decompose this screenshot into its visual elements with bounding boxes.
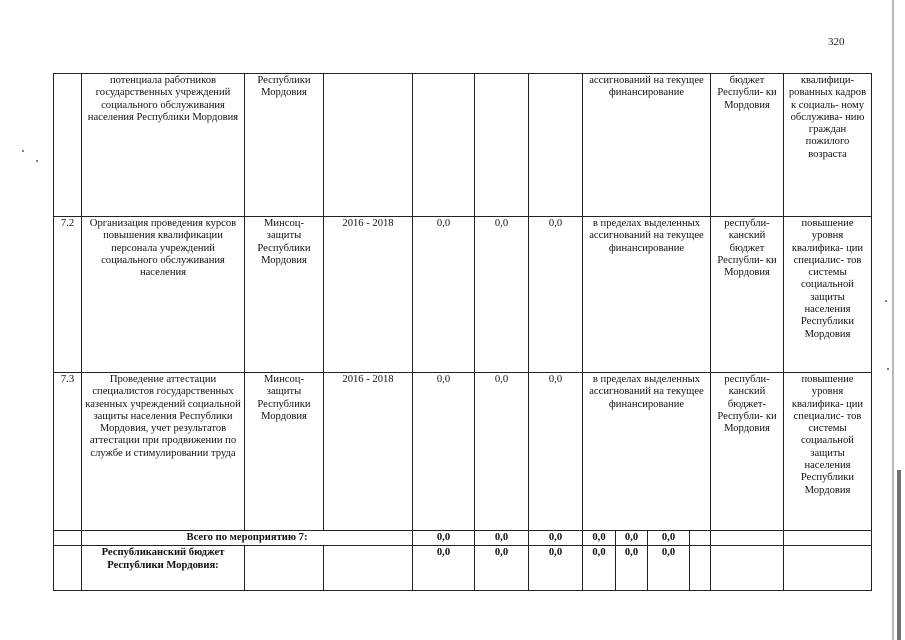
- period: 2016 - 2018: [324, 217, 413, 373]
- empty-cell: [690, 546, 711, 591]
- value-year-3: [529, 74, 583, 217]
- scan-speck: [885, 300, 887, 302]
- value-year-1: 0,0: [413, 373, 475, 531]
- value-year-2: 0,0: [475, 217, 529, 373]
- empty-cell: [324, 546, 413, 591]
- expected-result: повышение уровня квалифика- ции специалис- тов системы социальной защиты населения Республики Мордовия: [784, 373, 872, 531]
- total-row: [54, 531, 872, 546]
- value-year-2: [475, 74, 529, 217]
- total-value: 0,0: [529, 546, 583, 591]
- page-number: 320: [828, 36, 845, 48]
- total-value: 0,0: [583, 531, 616, 546]
- total-value: 0,0: [616, 546, 648, 591]
- row-number: 7.2: [54, 217, 82, 373]
- activities-table: [53, 73, 872, 591]
- scan-speck: [36, 160, 38, 162]
- activity-name: потенциала работников государственных учреждений социального обслуживания населения Республики Мордовия: [82, 74, 245, 217]
- row-number: 7.3: [54, 373, 82, 531]
- scan-binding-edge: [892, 0, 894, 640]
- activity-name: Организация проведения курсов повышения квалификации персонала учреждений социального обслуживания населения: [82, 217, 245, 373]
- row-number: [54, 74, 82, 217]
- funding-source: бюджет Республи- ки Мордовия: [711, 74, 784, 217]
- executor: Минсоц- защиты Республики Мордовия: [245, 373, 324, 531]
- total-value: 0,0: [413, 531, 475, 546]
- table-row: [54, 373, 872, 531]
- funding-note: в пределах выделенных ассигнований на текущее финансирование: [583, 217, 711, 373]
- value-year-2: 0,0: [475, 373, 529, 531]
- value-year-3: 0,0: [529, 217, 583, 373]
- empty-cell: [245, 546, 324, 591]
- period: 2016 - 2018: [324, 373, 413, 531]
- table-row: [54, 217, 872, 373]
- empty-cell: [784, 531, 872, 546]
- total-row: [54, 546, 872, 591]
- total-value: 0,0: [616, 531, 648, 546]
- activity-name: Проведение аттестации специалистов государственных казенных учреждений социальной защиты населения Республики Мордовия, учет результатов аттестации при продвижении по службе и стимулировании труда: [82, 373, 245, 531]
- budget-label: Республиканский бюджет Республики Мордовия:: [82, 546, 245, 591]
- funding-note: в пределах выделенных ассигнований на текущее финансирование: [583, 373, 711, 531]
- total-value: 0,0: [648, 531, 690, 546]
- total-value: 0,0: [475, 546, 529, 591]
- expected-result: квалифици- рованных кадров к социаль- ному обслужива- нию граждан пожилого возраста: [784, 74, 872, 217]
- funding-source: республи- канский бюджет Республи- ки Мордовия: [711, 217, 784, 373]
- empty-cell: [54, 546, 82, 591]
- total-value: 0,0: [529, 531, 583, 546]
- empty-cell: [54, 531, 82, 546]
- total-value: 0,0: [413, 546, 475, 591]
- value-year-1: 0,0: [413, 217, 475, 373]
- funding-note: ассигнований на текущее финансирование: [583, 74, 711, 217]
- period: [324, 74, 413, 217]
- total-value: 0,0: [475, 531, 529, 546]
- scan-binding-edge: [897, 470, 901, 640]
- expected-result: повышение уровня квалифика- ции специалис- тов системы социальной защиты населения Республики Мордовия: [784, 217, 872, 373]
- funding-source: республи- канский бюджет- Республи- ки Мордовия: [711, 373, 784, 531]
- total-value: 0,0: [648, 546, 690, 591]
- table-row: [54, 74, 872, 217]
- empty-cell: [690, 531, 711, 546]
- scan-speck: [22, 150, 24, 152]
- total-label: Всего по мероприятию 7:: [82, 531, 413, 546]
- empty-cell: [711, 546, 784, 591]
- executor: Республики Мордовия: [245, 74, 324, 217]
- value-year-3: 0,0: [529, 373, 583, 531]
- total-value: 0,0: [583, 546, 616, 591]
- empty-cell: [784, 546, 872, 591]
- scan-speck: [887, 368, 889, 370]
- executor: Минсоц- защиты Республики Мордовия: [245, 217, 324, 373]
- value-year-1: [413, 74, 475, 217]
- empty-cell: [711, 531, 784, 546]
